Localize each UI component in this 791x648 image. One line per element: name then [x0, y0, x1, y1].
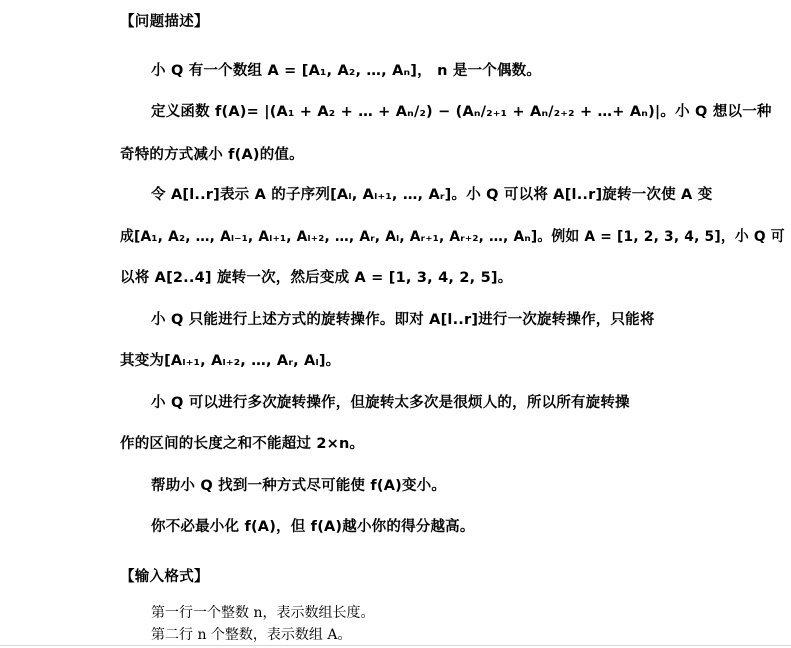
input-format-line-1: 第一行一个整数 n，表示数组长度。: [151, 605, 375, 621]
paragraph-line-8: 其变为[Aₗ₊₁, Aₗ₊₂, …, Aᵣ, Aₗ]。: [120, 353, 341, 369]
section-heading-input-format: 【输入格式】: [120, 569, 209, 585]
paragraph-line-2: 定义函数 f(A)= |(A₁ + A₂ + … + Aₙ/₂) − (Aₙ/₂₊₁ + Aₙ/₂₊₂ + …+ Aₙ)|。小 Q 想以一种: [151, 104, 772, 120]
paragraph-line-9: 小 Q 可以进行多次旋转操作，但旋转太多次是很烦人的，所以所有旋转操: [151, 395, 630, 411]
paragraph-line-5: 成[A₁, A₂, …, Aₗ₋₁, Aₗ₊₁, Aₗ₊₂, …, Aᵣ, Aₗ, Aᵣ₊₁, Aᵣ₊₂, …, Aₙ]。例如 A = [1, 2, 3, 4, 5]，小 Q 可: [120, 229, 785, 245]
paragraph-line-4: 令 A[l..r]表示 A 的子序列[Aₗ, Aₗ₊₁, …, Aᵣ]。小 Q 可以将 A[l..r]旋转一次使 A 变: [151, 187, 713, 203]
paragraph-line-3: 奇特的方式减小 f(A)的值。: [120, 147, 304, 163]
section-heading-problem: 【问题描述】: [120, 14, 209, 30]
page-bottom-divider: [0, 645, 791, 646]
paragraph-line-10: 作的区间的长度之和不能超过 2×n。: [120, 436, 365, 452]
paragraph-line-1: 小 Q 有一个数组 A = [A₁, A₂, …, Aₙ]， n 是一个偶数。: [151, 63, 542, 79]
input-format-line-2: 第二行 n 个整数，表示数组 A。: [151, 627, 352, 643]
paragraph-line-7: 小 Q 只能进行上述方式的旋转操作。即对 A[l..r]进行一次旋转操作，只能将: [151, 312, 655, 328]
paragraph-line-11: 帮助小 Q 找到一种方式尽可能使 f(A)变小。: [151, 478, 447, 494]
paragraph-line-6: 以将 A[2..4] 旋转一次，然后变成 A = [1, 3, 4, 2, 5]。: [120, 270, 513, 286]
paragraph-line-12: 你不必最小化 f(A)，但 f(A)越小你的得分越高。: [151, 519, 475, 535]
